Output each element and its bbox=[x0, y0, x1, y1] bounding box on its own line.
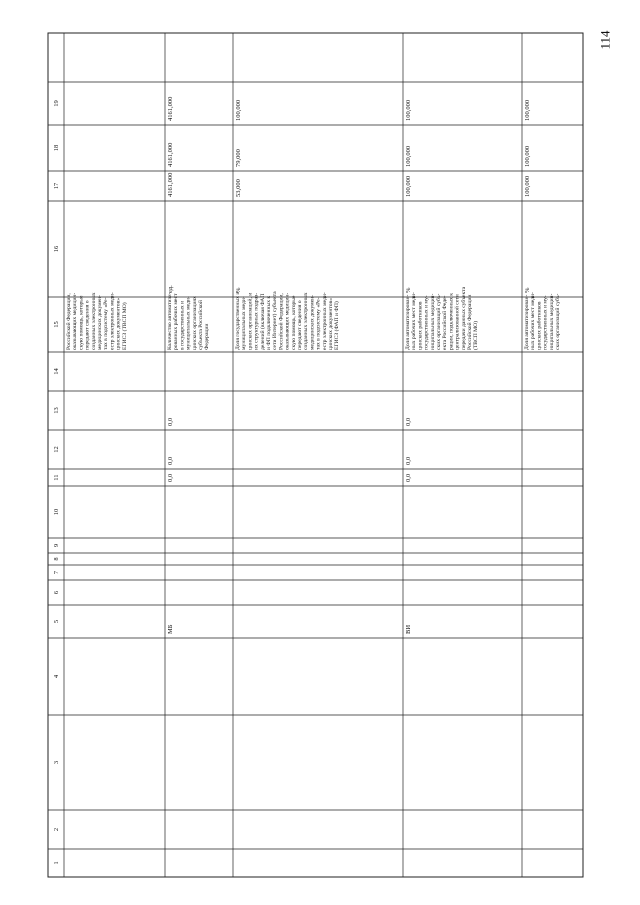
indicator-text-line: Доля автоматизирован- bbox=[524, 294, 530, 350]
table-row bbox=[524, 100, 561, 350]
indicator-text-line: цинских организаций, и bbox=[247, 292, 254, 350]
target-cell-19: 100,000 bbox=[405, 99, 412, 121]
indicator-text-line: созданных электронных bbox=[90, 292, 97, 350]
indicator-text-line: ЕГИСЗ (ФАП и ФП) bbox=[334, 301, 341, 350]
indicator-text-line: в государственных и bbox=[179, 300, 186, 350]
value-cell-13: 0,0 bbox=[405, 417, 412, 426]
indicator-text-line: естр электронных меди- bbox=[109, 292, 116, 350]
indicator-text-line: тах в подсистему «Ре- bbox=[103, 297, 110, 350]
unit-cell: % bbox=[405, 287, 412, 293]
table-border bbox=[48, 33, 583, 877]
column-header-13: 13 bbox=[53, 407, 60, 414]
target-cell-18: 100,000 bbox=[524, 145, 531, 167]
indicator-text-line: муниципальных меди- bbox=[241, 296, 248, 350]
target-cell-18: 100,000 bbox=[405, 145, 412, 167]
target-cell-17: 100,000 bbox=[524, 175, 531, 197]
table-row bbox=[405, 100, 479, 634]
indicator-text-line: медицинских докумен- bbox=[309, 294, 316, 350]
indicator-text-line: рованных рабочих мест bbox=[173, 293, 180, 350]
column-header-18: 18 bbox=[53, 144, 60, 152]
funding-source-cell: ВИ bbox=[405, 624, 412, 634]
indicator-text-line: передают сведения о bbox=[297, 300, 303, 350]
indicator-text-line: их структурных подраз- bbox=[253, 292, 260, 350]
table-row bbox=[167, 97, 210, 634]
target-cell-17: 100,000 bbox=[405, 175, 412, 197]
column-header-12: 12 bbox=[53, 446, 60, 453]
indicator-text-line: оказывающих медицин- bbox=[72, 292, 79, 350]
indicator-text-line: централизованной сети bbox=[454, 294, 461, 350]
indicator-text-line: ниципальных медицин- bbox=[429, 293, 436, 350]
indicator-text-line: Российской Федерации, bbox=[278, 293, 285, 350]
target-cell-19: 4161,000 bbox=[167, 96, 174, 121]
page-number: 114 bbox=[597, 30, 613, 50]
column-header-14: 14 bbox=[53, 368, 60, 375]
indicator-text-line: делений (включая ФАП bbox=[259, 293, 266, 350]
column-header-6: 6 bbox=[53, 590, 60, 595]
indicator-text-line: цинских организациях bbox=[191, 296, 198, 350]
unit-cell: % bbox=[524, 287, 531, 293]
indicator-text-line: (ТВСП МО) bbox=[473, 320, 480, 350]
table-row bbox=[235, 100, 340, 350]
column-header-2: 2 bbox=[53, 827, 60, 832]
value-cell-12: 0,0 bbox=[167, 456, 174, 465]
column-header-9: 9 bbox=[53, 543, 60, 548]
indicator-text-line: естр электронных меди- bbox=[321, 292, 328, 350]
indicator-text-line: ЕГИСЗ (ТВСП МО) bbox=[121, 302, 128, 350]
indicator-text-line: ных рабочих мест меди- bbox=[530, 292, 537, 350]
indicator-text-line: субъекта Российской bbox=[198, 300, 204, 350]
indicator-text-line: муниципальных меди- bbox=[185, 296, 192, 350]
indicator-text-line: передают сведения о bbox=[84, 300, 91, 350]
column-header-5: 5 bbox=[53, 619, 60, 624]
indicator-text-line: Доля автоматизирован- bbox=[405, 294, 411, 350]
indicator-text-line: Российской Федерации, bbox=[66, 293, 72, 350]
column-header-7: 7 bbox=[53, 570, 60, 575]
value-cell-13: 0,0 bbox=[167, 417, 174, 426]
table-row bbox=[65, 292, 128, 350]
column-header-4: 4 bbox=[53, 674, 60, 679]
column-header-3: 3 bbox=[53, 760, 60, 765]
indicator-text-line: рации, подключенных к bbox=[448, 293, 455, 350]
value-cell-11: 0,0 bbox=[167, 473, 174, 482]
target-cell-19: 100,000 bbox=[524, 99, 531, 121]
indicator-text-line: ниципальных медицин- bbox=[548, 293, 555, 350]
indicator-text-line: ных рабочих мест меди- bbox=[411, 292, 418, 350]
indicator-text-line: сети Интернет) субъекта bbox=[272, 291, 279, 350]
column-header-1: 1 bbox=[53, 861, 60, 865]
indicator-text-line: цинских работников bbox=[536, 301, 543, 350]
column-header-16: 16 bbox=[53, 245, 60, 253]
indicator-text-line: скую помощь, которые bbox=[290, 295, 297, 350]
indicator-text-line: ских организаций субъ- bbox=[436, 293, 442, 350]
column-header-8: 8 bbox=[53, 557, 60, 561]
target-cell-19: 100,000 bbox=[235, 99, 242, 121]
target-cell-17: 53,000 bbox=[235, 179, 242, 197]
indicator-text-line: оказывающих медицин- bbox=[284, 292, 291, 350]
target-cell-18: 4161,000 bbox=[167, 142, 174, 167]
unit-cell: % bbox=[235, 287, 242, 293]
indicator-text-line: цинских документов» bbox=[328, 298, 334, 350]
column-header-15: 15 bbox=[53, 321, 60, 328]
column-header-11: 11 bbox=[53, 474, 60, 481]
value-cell-12: 0,0 bbox=[405, 456, 412, 465]
indicator-text-line: передачи данных субъекта bbox=[460, 286, 467, 350]
indicator-text-line: созданных электронных bbox=[303, 292, 310, 350]
target-cell-18: 79,000 bbox=[235, 149, 242, 167]
indicator-text-line: Количество автоматизи- bbox=[167, 292, 173, 350]
column-header-10: 10 bbox=[53, 508, 60, 516]
indicator-text-line: тах в подсистему «Ре- bbox=[315, 297, 322, 350]
indicator-text-line: и ФП подключенных к bbox=[266, 295, 272, 350]
unit-cell: ед. bbox=[167, 285, 174, 293]
target-cell-17: 4161,000 bbox=[167, 172, 174, 197]
indicator-text-line: Российской Федерации bbox=[467, 294, 473, 350]
indicator-text-line: екта Российской Феде- bbox=[442, 295, 449, 350]
indicator-text-line: скую помощь, которые bbox=[78, 295, 85, 350]
indicator-text-line: государственных и му- bbox=[542, 295, 549, 350]
funding-source-cell: МБ bbox=[167, 624, 174, 634]
indicator-text-line: цинских документов» bbox=[115, 298, 122, 350]
column-header-17: 17 bbox=[53, 182, 60, 190]
column-header-19: 19 bbox=[53, 100, 60, 107]
indicator-text-line: Федерации bbox=[204, 323, 211, 350]
value-cell-11: 0,0 bbox=[405, 473, 412, 482]
indicator-text-line: ских организаций субъ- bbox=[555, 293, 561, 350]
indicator-text-line: медицинских докумен- bbox=[97, 294, 103, 350]
indicator-text-line: цинских работников bbox=[417, 301, 424, 350]
indicator-text-line: Доля государственных и bbox=[235, 291, 241, 350]
indicator-text-line: государственных и му- bbox=[423, 295, 430, 350]
